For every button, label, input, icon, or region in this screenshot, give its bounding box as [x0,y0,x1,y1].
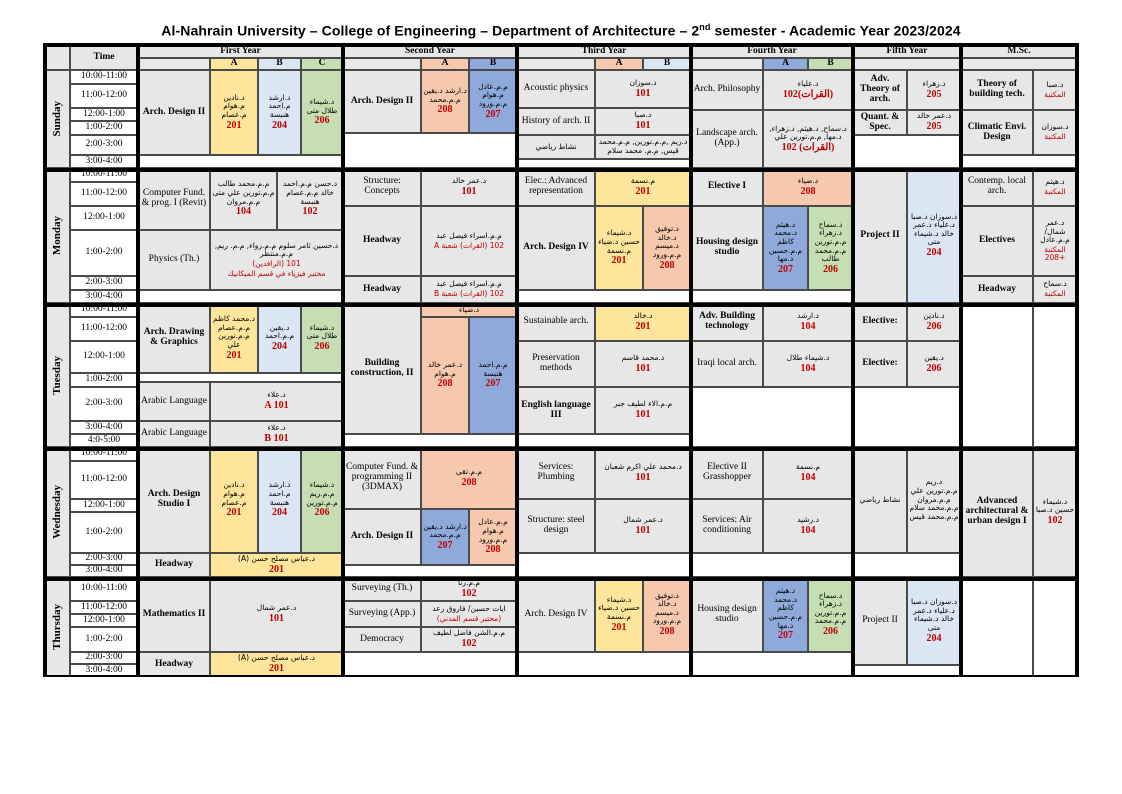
teacher-cell: د.نادين 206 [907,303,961,341]
course-cell: Democracy [343,627,421,652]
time-slot: 1:00-2:00 [70,373,138,387]
time-slot: 10:00-11:00 [70,303,138,317]
second-year-header: Second Year [343,45,517,58]
empty-cell [691,553,853,577]
course-cell: Quant. & Spec. [853,110,907,135]
course-cell: Contemp. local arch. [961,168,1033,206]
section-cell: م.م.عادل م.هوام م.م.ورود 207 [469,70,517,133]
teacher-cell: د.عمر شمال/ م.م.عادل المكتبة +208 [1033,206,1077,276]
course-cell: Structure: steel design [517,499,595,553]
empty-cell [853,553,961,577]
course-cell: Mathematics II [138,577,210,652]
time-slot: 3:00-4:00 [70,421,138,434]
section-cell: م.م.احمد هنبسة 207 [469,317,517,434]
teacher-cell: د.ريم ,م.م.تورين, م.م.محمد قيس, م.م. محمد سلام [595,135,691,159]
section-cell: د.شيماء م.م.ريم م.م.تورين 206 [301,447,343,553]
section-b-label: B [258,58,301,70]
section-cell: د.هيثم د.محمد كاظم م.م.حسين د.مها 207 [763,206,808,290]
subheader-blank [961,58,1077,70]
section-cell: د.شيماء حسين د.ضياء م.نسمة 201 [595,577,643,652]
teacher-cell: د.علاء B 101 [210,421,343,447]
section-b-label: B [808,58,853,70]
teacher-cell: د.يقين 206 [907,341,961,387]
third-year-header: Third Year [517,45,691,58]
section-cell: د.شيماء طلال متى 206 [301,70,343,155]
teacher-cell: ايات حسين/ فاروق رعد (مختبر قسم المدني) [421,601,517,627]
course-cell: Preservation methods [517,341,595,387]
section-cell: د.ارشد م.احمد هنبسة 204 [258,447,301,553]
course-cell: Structure: Concepts [343,168,421,206]
time-slot: 12:00-1:00 [70,499,138,512]
empty-cell [343,652,517,677]
course-cell: Headway [343,276,421,303]
teacher-cell: د.علياء 102(القرات) [763,70,853,110]
time-slot: 12:00-1:00 [70,108,138,121]
empty-cell [1033,577,1077,677]
course-cell: Elective: [853,303,907,341]
section-cell: د.ارشد د.يقين م.م.محمد 208 [421,70,469,133]
course-cell: Services: Plumbing [517,447,595,499]
course-cell: Adv. Theory of arch. [853,70,907,110]
course-cell: Arch. Design II [343,509,421,565]
empty-cell [517,159,691,168]
time-slot: 1:00-2:00 [70,627,138,652]
time-slot: 2:00-3:00 [70,652,138,664]
empty-cell [961,155,1077,168]
course-cell: Elective: [853,341,907,387]
course-cell: English language III [517,387,595,434]
course-cell: Landscape arch. (App.) [691,110,763,168]
course-cell: Arch. Design IV [517,577,595,652]
section-cell: د.نادين م.هوام م.عصام 201 [210,70,258,155]
time-slot: 10:00-11:00 [70,168,138,182]
time-slot: 2:00-3:00 [70,553,138,565]
course-cell: نشاط رياضي [853,447,907,553]
time-slot: 3:00-4:00 [70,290,138,303]
section-cell: د.محمد كاظم م.م.عصام م.م.تورين علي 201 [210,303,258,373]
teacher-cell: د.صبا 101 [595,108,691,135]
teacher-cell: د.عمر خالد 205 [907,110,961,135]
teacher-cell: د.شيماء حسين د.صبا 102 [1033,447,1077,577]
course-cell: Climatic Envi. Design [961,110,1033,155]
time-slot: 2:00-3:00 [70,387,138,421]
section-a-label: A [595,58,643,70]
course-cell: Housing design studio [691,206,763,290]
teacher-cell: د.عباس مصلح حسن (A) 201 [210,553,343,577]
timetable [43,43,1079,677]
empty-cell [138,155,343,168]
teacher-cell: د.سوزان 101 [595,70,691,108]
subheader-blank [853,58,961,70]
teacher-cell: د.صبا المكتبة [1033,70,1077,110]
course-cell: Headway [961,276,1033,303]
course-cell: Elective II Grasshopper [691,447,763,499]
teacher-cell: د.محمد علي اكرم شعبان 101 [595,447,691,499]
empty-cell [517,553,691,577]
course-cell: Headway [138,652,210,677]
course-cell: Acoustic physics [517,70,595,108]
teacher-cell: د.سوزان المكتبة [1033,110,1077,155]
course-cell: Arabic Language [138,421,210,447]
time-slot: 11:00-12:00 [70,601,138,614]
time-slot: 12:00-1:00 [70,614,138,627]
course-cell: Adv. Building technology [691,303,763,341]
time-slot: 11:00-12:00 [70,84,138,108]
time-slot: 12:00-1:00 [70,206,138,230]
empty-cell [138,290,343,303]
course-cell: Computer Fund. & prog. I (Revit) [138,168,210,230]
empty-cell [138,373,343,382]
teacher-cell: م.م.الشن فاضل لطيف 102 [421,627,517,652]
time-slot: 1:00-2:00 [70,230,138,276]
section-cell: د.سماح د.زهراء م.م.تورين م.م.محمد طالب 206 [808,206,853,290]
day-label-thursday: Thursday [45,577,70,677]
section-cell: د.سماح د.زهراء م.م.تورين م.م.محمد 206 [808,577,853,652]
course-cell: Arch. Design II [343,70,421,133]
teacher-cell: م.م.رنا 102 [421,577,517,601]
section-cell: د.ارشد م.احمد هنبسة 204 [258,70,301,155]
course-cell: Computer Fund. & programming II (3DMAX) [343,447,421,509]
empty-cell [961,577,1033,677]
course-cell: Building construction, II [343,303,421,434]
empty-cell [853,387,961,447]
empty-cell [691,387,853,447]
course-cell: Physics (Th.) [138,230,210,290]
teacher-cell: م.نسمة 201 [595,168,691,206]
teacher-cell: د.عمر شمال 101 [210,577,343,652]
course-cell: نشاط رياضي [517,135,595,159]
section-cell: د.حسن م.م.احمد خالد م.م.عصام هنبسة 102 [277,168,343,230]
course-cell: Electives [961,206,1033,276]
section-cell: د.عمر خالد م.هوام 208 [421,317,469,434]
course-cell: Iraqi local arch. [691,341,763,387]
time-slot: 3:00-4:00 [70,565,138,577]
fourth-year-header: Fourth Year [691,45,853,58]
time-slot: 2:00-3:00 [70,276,138,290]
time-slot: 4:0-5:00 [70,434,138,447]
course-cell: Arch. Drawing & Graphics [138,303,210,373]
teacher-cell: م.م.اسراء فيصل عبد 102 (القرات) شعبة B [421,276,517,303]
time-slot: 11:00-12:00 [70,317,138,341]
teacher-cell: د.حسين ثامر سلوم م.م.رواء, م.م. ريم, م.م.منتظر 101 (الرافدين) مختبر فيزياء في قسم الميكانيك [210,230,343,290]
subheader-blank [138,58,210,70]
day-label-sunday: Sunday [45,70,70,168]
teacher-cell: د.خالد 201 [595,303,691,341]
course-cell: Arch. Design IV [517,206,595,290]
course-cell: Arch. Philosophy [691,70,763,110]
empty-cell [961,303,1033,447]
course-cell: Arch. Design Studio I [138,447,210,553]
course-cell: Sustainable arch. [517,303,595,341]
corner-cell [45,45,70,70]
section-cell: د.توفيق د.خالد د.ميسم م.م.ورود 208 [643,206,691,290]
section-a-label: A [210,58,258,70]
time-slot: 1:00-2:00 [70,121,138,135]
teacher-cell: د.سماح المكتبة [1033,276,1077,303]
course-cell: Services: Air conditioning [691,499,763,553]
time-slot: 3:00-4:00 [70,664,138,677]
empty-cell [343,434,517,447]
course-cell: Advanced architectural & urban design I [961,447,1033,577]
teacher-cell: د.عمر شمال 101 [595,499,691,553]
empty-cell [343,133,517,168]
teacher-cell: م.م.تقى 208 [421,447,517,509]
time-slot: 3:00-4:00 [70,155,138,168]
time-slot: 1:00-2:00 [70,512,138,553]
day-label-wednesday: Wednesday [45,447,70,577]
section-a-label: A [421,58,469,70]
empty-cell [517,434,691,447]
section-b-label: B [643,58,691,70]
fifth-year-header: Fifth Year [853,45,961,58]
teacher-cell: د.زهراء 205 [907,70,961,110]
teacher-cell: د.سماح, د.هيثم, د.زهراء, د.مها, م.م.تورين علي 102 (القرات) [763,110,853,168]
time-slot: 2:00-3:00 [70,135,138,155]
teacher-cell: د.ضياء 208 [763,168,853,206]
time-slot: 10:00-11:00 [70,70,138,84]
section-b-label: B [469,58,517,70]
section-cell: م.م.عادل م.هوام م.م.ورود 208 [469,509,517,565]
course-cell: Elective I [691,168,763,206]
course-cell: Surveying (Th.) [343,577,421,601]
page-title: Al-Nahrain University – College of Engineering – Department of Architecture – 2nd semester - Academic Year 2023/2024 [161,22,961,39]
teacher-cell: م.م.الاء لطيف جبر 101 [595,387,691,434]
section-cell: د.هيثم د.محمد كاظم م.م.حسين د.مها 207 [763,577,808,652]
first-year-header: First Year [138,45,343,58]
day-label-monday: Monday [45,168,70,303]
section-cell: د.ارشد د.يقين م.م.محمد 207 [421,509,469,565]
teacher-cell: م.نسمة 104 [763,447,853,499]
section-cell: د.نادين م.هوام م.عصام 201 [210,447,258,553]
empty-cell [691,290,853,303]
teacher-cell: د.عباس مصلح حسن (A) 201 [210,652,343,677]
empty-cell [517,290,691,303]
teacher-cell: د.محمد قاسم 101 [595,341,691,387]
course-cell: Project II [853,577,907,665]
time-slot: 10:00-11:00 [70,447,138,461]
teacher-cell: د.هيثم المكتبة [1033,168,1077,206]
teacher-cell: د.علاء A 101 [210,382,343,421]
empty-cell [343,565,517,577]
time-slot: 11:00-12:00 [70,461,138,499]
course-cell: Headway [138,553,210,577]
time-slot: 11:00-12:00 [70,182,138,206]
section-cell: د.توفيق د.خالد د.ميسم م.م.ورود 208 [643,577,691,652]
time-header: Time [70,45,138,70]
time-slot: 12:00-1:00 [70,341,138,373]
course-cell: Theory of building tech. [961,70,1033,110]
empty-cell [1033,303,1077,447]
empty-cell [853,665,961,677]
subheader-blank [517,58,595,70]
course-cell: Project II [853,168,907,303]
subheader-blank [691,58,763,70]
course-cell: Elec.: Advanced representation [517,168,595,206]
course-cell: Housing design studio [691,577,763,652]
teacher-cell: د.ارشد 104 [763,303,853,341]
teacher-cell: د.ريم م.م.تورين علي م.م.مروان م.م.محمد سلام م.م.محمد قيس [907,447,961,553]
teacher-cell: م.م.اسراء فيصل عبد 102 (القرات) شعبة A [421,206,517,276]
course-cell: Arch. Design II [138,70,210,155]
time-slot: 10:00-11:00 [70,577,138,601]
section-a-label: A [763,58,808,70]
section-c-label: C [301,58,343,70]
course-cell: Headway [343,206,421,276]
teacher-cell: د.سوزان د.صبا د.علياء د.عمر خالد د.شيماء متى 204 [907,168,961,303]
section-cell: د.شيماء حسين د.ضياء م.نسمة 201 [595,206,643,290]
teacher-cell: د.سوزان د.صبا د.علياء د.عمر خالد د.شيماء متى 204 [907,577,961,665]
subheader-blank [343,58,421,70]
teacher-cell: د.عمر خالد 101 [421,168,517,206]
teacher-cell: د.شيماء طلال 104 [763,341,853,387]
empty-cell [691,652,853,677]
teacher-cell: د.رشيد 104 [763,499,853,553]
day-label-tuesday: Tuesday [45,303,70,447]
course-cell: History of arch. II [517,108,595,135]
empty-cell [853,135,961,168]
teacher-cell: د.ضياء [421,303,517,317]
section-cell: د.يقين م.م.احمد 204 [258,303,301,373]
section-cell: د.شيماء طلال متى 206 [301,303,343,373]
course-cell: Arabic Language [138,382,210,421]
section-cell: م.م.محمد طالب م.م.تورين علي متى م.م.مروان 104 [210,168,277,230]
msc-header: M.Sc. [961,45,1077,58]
course-cell: Surveying (App.) [343,601,421,627]
empty-cell [517,652,691,677]
